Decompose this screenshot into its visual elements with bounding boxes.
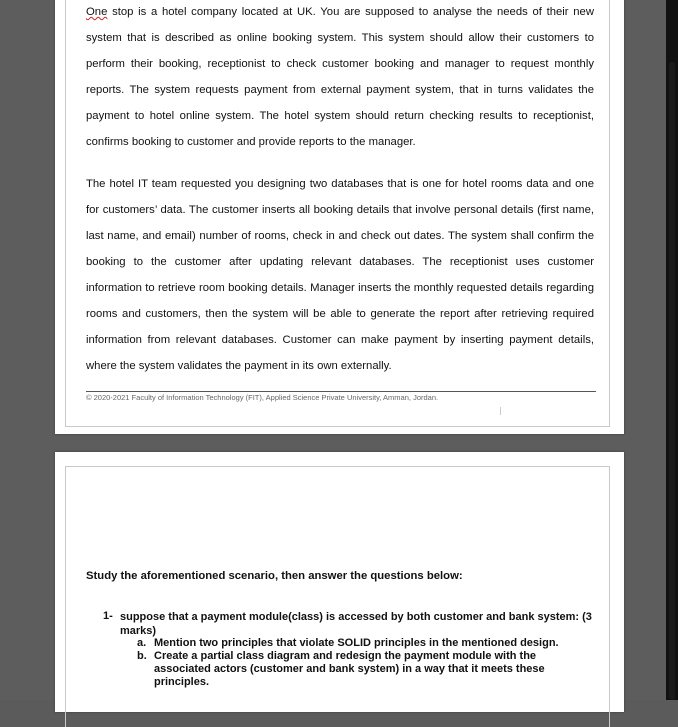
copyright-footer: © 2020-2021 Faculty of Information Technology (FIT), Applied Science Private University, Amman, Jordan.: [86, 393, 439, 402]
instruction-heading: Study the aforementioned scenario, then answer the questions below:: [86, 570, 463, 582]
subquestion-label: a.: [137, 637, 147, 649]
subquestion-label: b.: [137, 650, 147, 662]
scenario-paragraph-1: [86, 0, 594, 155]
document-page-2: [55, 452, 624, 712]
paragraph-text: stop is a hotel company located at UK. You are supposed to analyse the needs of their new system that is described as online booking system. This system should allow their customers to perform their booking, receptionist to check customer booking and manager to request monthly reports. The system requests payment from external payment system, that in turns validates the payment to hotel online system. The hotel system should return checking results to receptionist, confirms booking to customer and provide reports to the manager.: [86, 6, 594, 148]
spellcheck-flagged-word: One: [86, 6, 108, 18]
subquestion-text: Mention two principles that violate SOLID principles in the mentioned design.: [154, 637, 559, 649]
subquestion-text: Create a partial class diagram and redesign the payment module with the associated actors (customer and bank system) in a way that it meets these principles.: [154, 650, 545, 688]
text-cursor-mark: [500, 407, 501, 415]
question-1-text: suppose that a payment module(class) is accessed by both customer and bank system: (3 marks): [120, 611, 592, 637]
document-page-1: [55, 0, 624, 434]
vertical-scrollbar[interactable]: [666, 0, 678, 700]
question-number: 1-: [103, 610, 113, 622]
scrollbar-thumb[interactable]: [669, 62, 675, 700]
scenario-paragraph-2: The hotel IT team requested you designing two databases that is one for hotel rooms data and one for customers’ data. The customer inserts all booking details that involve personal details (first name, last name, and email) number of rooms, check in and check out dates. The system shall confirm the booking to the customer after updating relevant databases. The receptionist uses customer information to retrieve room booking details. Manager inserts the monthly requested details regarding rooms and customers, then the system will be able to generate the report after retrieving required information from relevant databases. Customer can make payment by inserting payment details, where the system validates the payment in its own externally.: [86, 178, 594, 372]
footer-divider: [86, 391, 596, 392]
